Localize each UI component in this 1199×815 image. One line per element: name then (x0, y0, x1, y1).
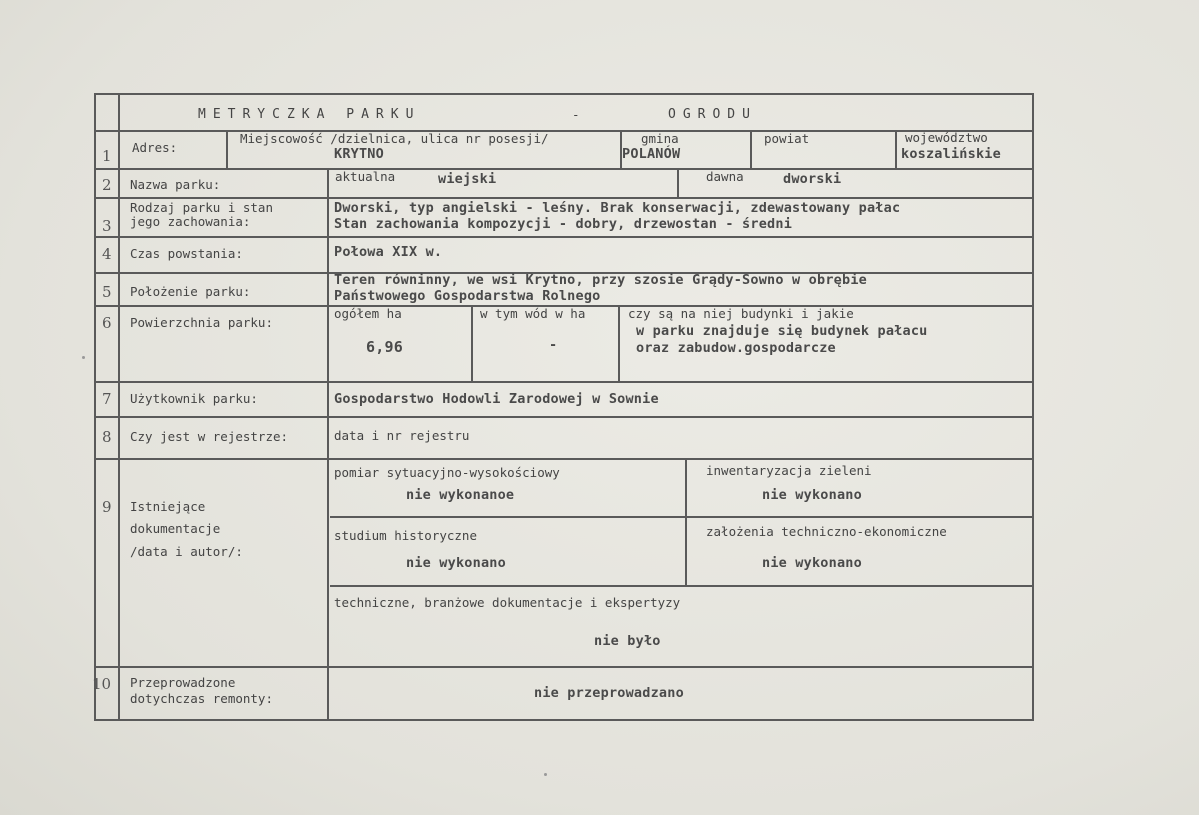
user-label: Użytkownik parku: (130, 391, 258, 406)
rule (330, 585, 1034, 587)
buildings-label: czy są na niej budynki i jakie (628, 306, 854, 321)
inventory-label: inwentaryzacja zieleni (706, 463, 872, 478)
park-type-value-line2: Stan zachowania kompozycji - dobry, drzewostan - średni (334, 216, 793, 232)
rule (226, 130, 228, 168)
row-number: 6 (102, 314, 112, 332)
voivodeship-label: województwo (905, 130, 988, 145)
row-number: 1 (102, 147, 112, 165)
tech-econ-label: założenia techniczno-ekonomiczne (706, 524, 947, 539)
buildings-value-line1: w parku znajduje się budynek pałacu (636, 323, 928, 339)
park-type-value-line1: Dworski, typ angielski - leśny. Brak konserwacji, zdewastowany pałac (334, 200, 901, 216)
voivodeship-value: koszalińskie (901, 146, 1001, 162)
location-value-line2: Państwowego Gospodarstwa Rolnego (334, 288, 601, 304)
rule (94, 168, 1034, 170)
documentation-label-line3: /data i autor/: (130, 544, 243, 559)
row-number: 10 (92, 675, 112, 693)
locality-label: Miejscowość /dzielnica, ulica nr posesji/ (240, 131, 549, 146)
creation-time-value: Połowa XIX w. (334, 244, 443, 260)
rule (330, 516, 1034, 518)
location-value-line1: Teren równinny, we wsi Krytno, przy szosie Grądy-Sowno w obrębie (334, 272, 867, 288)
border-left (94, 93, 96, 721)
inventory-value: nie wykonano (762, 487, 862, 503)
border-right (1032, 93, 1034, 721)
row-number: 5 (102, 283, 112, 301)
technical-docs-value: nie było (594, 633, 661, 649)
gmina-label: gmina (641, 131, 679, 146)
survey-label: pomiar sytuacyjno-wysokościowy (334, 465, 560, 480)
rule (677, 168, 679, 197)
area-label: Powierzchnia parku: (130, 315, 273, 330)
rule (94, 416, 1034, 418)
water-area-label: w tym wód w ha (480, 306, 586, 321)
rule (895, 130, 897, 168)
buildings-value-line2: oraz zabudow.gospodarcze (636, 340, 836, 356)
rule (94, 666, 1034, 668)
water-area-value: - (549, 337, 558, 353)
gmina-value: POLANÓW (622, 146, 681, 162)
register-date-label: data i nr rejestru (334, 428, 470, 443)
renovations-label-line2: dotychczas remonty: (130, 691, 273, 706)
rule (750, 130, 752, 168)
row-number: 2 (102, 176, 112, 194)
current-name-value: wiejski (438, 171, 497, 187)
address-label: Adres: (132, 140, 178, 155)
creation-time-label: Czas powstania: (130, 246, 243, 261)
location-label: Położenie parku: (130, 284, 251, 299)
rule (94, 458, 1034, 460)
row-number: 7 (102, 390, 112, 408)
survey-value: nie wykonanoe (406, 487, 515, 503)
documentation-label-line1: Istniejące (130, 499, 206, 514)
title-left: METRYCZKA PARKU (198, 107, 421, 122)
tech-econ-value: nie wykonano (762, 555, 862, 571)
scan-speck (82, 356, 85, 359)
title-right: OGRODU (668, 107, 757, 122)
renovations-label-line1: Przeprowadzone (130, 675, 236, 690)
current-name-label: aktualna (335, 169, 396, 184)
rule (94, 236, 1034, 238)
total-area-label: ogółem ha (334, 306, 402, 321)
park-name-label: Nazwa parku: (130, 177, 221, 192)
rule (94, 130, 1034, 132)
rule (94, 381, 1034, 383)
park-type-label-line2: jego zachowania: (130, 214, 251, 229)
technical-docs-label: techniczne, branżowe dokumentacje i ekspertyzy (334, 595, 681, 610)
history-study-value: nie wykonano (406, 555, 506, 571)
renovations-value: nie przeprowadzano (534, 685, 684, 701)
row-number: 8 (102, 428, 112, 446)
row-number: 3 (102, 217, 112, 235)
former-name-value: dworski (783, 171, 842, 187)
rule (618, 305, 620, 381)
powiat-label: powiat (764, 131, 810, 146)
park-type-label-line1: Rodzaj parku i stan (130, 200, 273, 215)
history-study-label: studium historyczne (334, 528, 477, 543)
number-column-rule (118, 93, 120, 721)
title-dash: - (572, 107, 580, 122)
register-label: Czy jest w rejestrze: (130, 429, 289, 444)
rule (94, 197, 1034, 199)
scan-speck (544, 773, 547, 776)
row-number: 4 (102, 245, 112, 263)
former-name-label: dawna (706, 169, 744, 184)
rule (471, 305, 473, 381)
documentation-label-line2: dokumentacje (130, 521, 221, 536)
rule-bottom (94, 719, 1034, 721)
user-value: Gospodarstwo Hodowli Zarodowej w Sownie (334, 391, 659, 407)
row-number: 9 (102, 498, 112, 516)
total-area-value: 6,96 (366, 338, 403, 356)
rule (685, 458, 687, 585)
locality-value: KRYTNO (334, 146, 384, 162)
label-column-rule (327, 168, 329, 721)
rule-top (94, 93, 1034, 95)
